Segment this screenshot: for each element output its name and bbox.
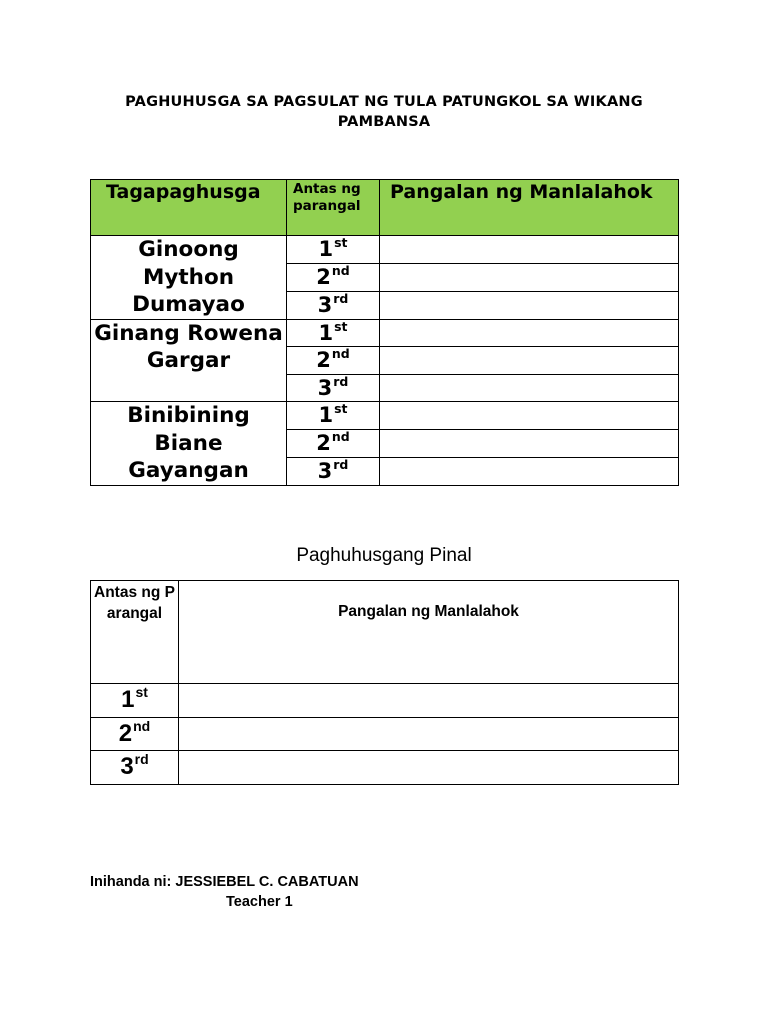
- header-judge: Tagapaghusga: [91, 180, 287, 236]
- participant-name-cell[interactable]: [380, 457, 679, 485]
- rank-suffix: st: [334, 401, 348, 416]
- rank-cell: [287, 236, 380, 264]
- participant-name-cell[interactable]: [380, 263, 679, 291]
- header-participant: Pangalan ng Manlalahok: [380, 180, 679, 236]
- rank-cell: [287, 457, 380, 485]
- rank-number: 3: [317, 292, 333, 317]
- judge-name-cell: Binibining Biane Gayangan: [91, 402, 287, 486]
- table-row: [91, 717, 679, 751]
- rank-number: 1: [318, 403, 334, 427]
- rank-suffix: st: [334, 235, 348, 250]
- rank-suffix: rd: [333, 290, 349, 306]
- final-table-header-row: [91, 581, 679, 684]
- rank-suffix: nd: [331, 262, 350, 278]
- rank-number: 3: [120, 753, 134, 781]
- rank-suffix: nd: [331, 428, 350, 444]
- rank-suffix: st: [135, 684, 148, 701]
- rank-number: 1: [318, 237, 334, 261]
- table-row: [91, 402, 679, 430]
- participant-name-cell[interactable]: [380, 429, 679, 457]
- prepared-by-role: Teacher 1: [226, 894, 293, 910]
- participant-name-cell[interactable]: [380, 374, 679, 402]
- final-section-title: Paghuhusgang Pinal: [296, 545, 472, 566]
- rank-number: 1: [121, 686, 135, 714]
- final-table: [90, 580, 679, 785]
- rank-cell: [287, 291, 380, 319]
- final-header-rank: Antas ng Parangal: [91, 581, 179, 684]
- rank-cell: [287, 319, 380, 347]
- rank-suffix: nd: [133, 717, 151, 734]
- judges-table: [90, 179, 679, 486]
- table-row: [91, 236, 679, 264]
- judge-name-cell: Ginang Rowena Gargar: [91, 319, 287, 402]
- rank-number: 3: [317, 458, 333, 483]
- rank-cell: [287, 429, 380, 457]
- document-title: PAGHUHUSGA SA PAGSULAT NG TULA PATUNGKOL SA WIKANG PAMBANSA: [125, 94, 643, 130]
- final-rank-cell: [91, 717, 179, 751]
- table-row: [91, 319, 679, 347]
- rank-suffix: st: [334, 318, 348, 334]
- prepared-by: Inihanda ni: JESSIEBEL C. CABATUAN: [90, 874, 359, 890]
- participant-name-cell[interactable]: [380, 291, 679, 319]
- judge-name-cell: Ginoong Mython Dumayao: [91, 236, 287, 320]
- rank-cell: [287, 374, 380, 402]
- rank-number: 2: [316, 264, 331, 289]
- participant-name-cell[interactable]: [380, 236, 679, 264]
- final-rank-cell: [91, 684, 179, 718]
- rank-suffix: rd: [134, 751, 149, 768]
- final-rank-cell: [91, 751, 179, 785]
- judges-table-header-row: [91, 180, 679, 236]
- table-row: [91, 684, 679, 718]
- rank-suffix: nd: [331, 346, 350, 361]
- rank-number: 3: [317, 375, 333, 400]
- rank-number: 1: [318, 320, 334, 345]
- final-participant-cell[interactable]: [179, 684, 679, 718]
- rank-number: 2: [316, 430, 331, 455]
- participant-name-cell[interactable]: [380, 347, 679, 375]
- final-header-participant: Pangalan ng Manlalahok: [179, 581, 679, 684]
- table-row: [91, 751, 679, 785]
- final-participant-cell[interactable]: [179, 751, 679, 785]
- rank-number: 2: [316, 348, 331, 372]
- rank-number: 2: [118, 719, 133, 747]
- rank-cell: [287, 402, 380, 430]
- rank-cell: [287, 263, 380, 291]
- header-rank: Antas ng parangal: [287, 180, 380, 236]
- final-participant-cell[interactable]: [179, 717, 679, 751]
- participant-name-cell[interactable]: [380, 402, 679, 430]
- rank-suffix: rd: [333, 373, 349, 389]
- rank-suffix: rd: [333, 456, 349, 472]
- rank-cell: [287, 347, 380, 375]
- participant-name-cell[interactable]: [380, 319, 679, 347]
